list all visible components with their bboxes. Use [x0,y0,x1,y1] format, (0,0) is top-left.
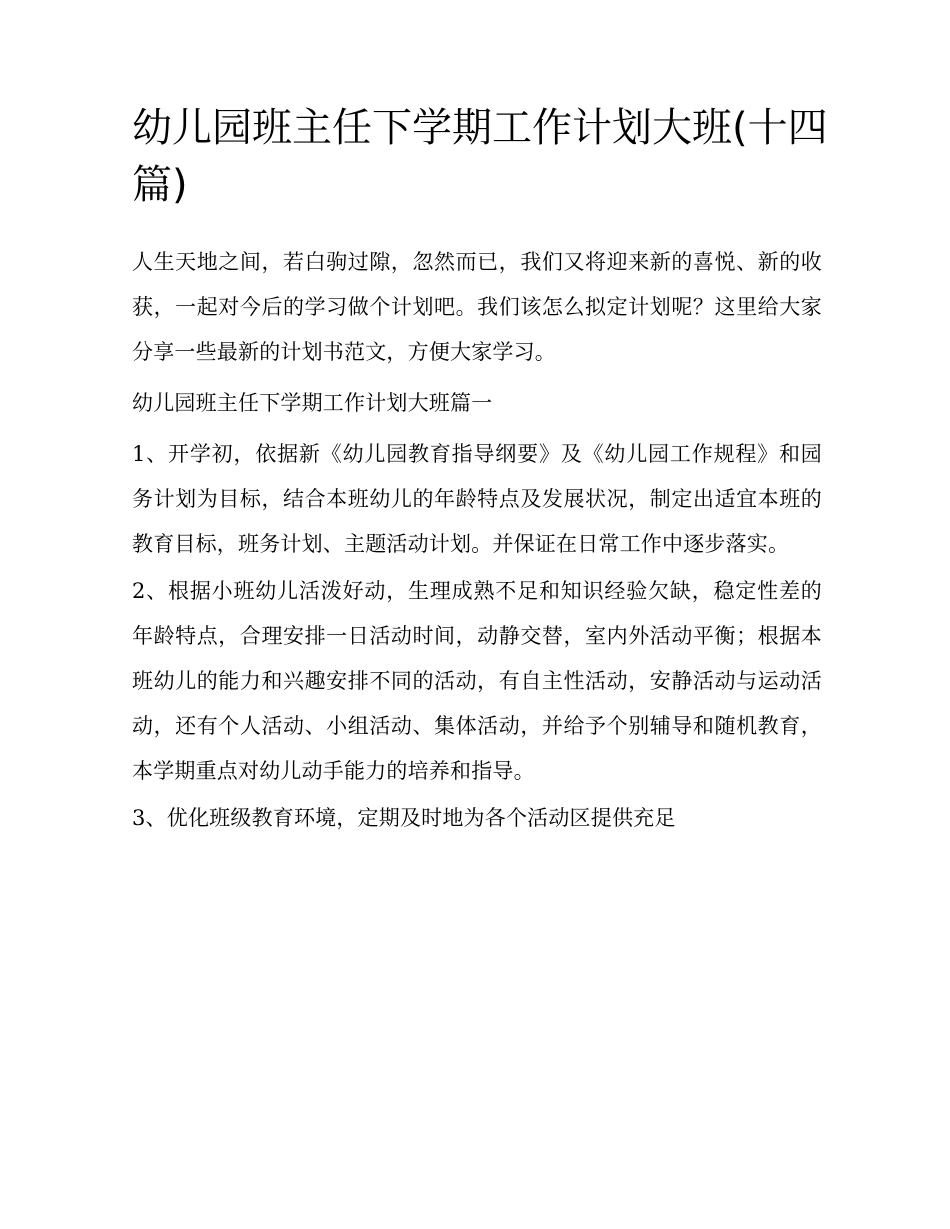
paragraph-item-3: 3、优化班级教育环境，定期及时地为各个活动区提供充足 [132,806,676,830]
paragraph-section-heading: 幼儿园班主任下学期工作计划大班篇一 [132,391,493,415]
paragraph-intro: 人生天地之间，若白驹过隙，忽然而已，我们又将迎来新的喜悦、新的收获，一起对今后的学习做个计划吧。我们该怎么拟定计划呢？这里给大家分享一些最新的计划书范文，方便大家学习。 [132,250,822,364]
document-content [132,100,828,843]
paragraph-item-2: 2、根据小班幼儿活泼好动，生理成熟不足和知识经验欠缺，稳定性差的年龄特点，合理安排一日活动时间，动静交替，室内外活动平衡；根据本班幼儿的能力和兴趣安排不同的活动，有自主性活动，安静活动与运动活动，还有个人活动、小组活动、集体活动，并给予个别辅导和随机教育，本学期重点对幼儿动手能力的培养和指导。 [132,579,822,783]
paragraph-item-1: 1、开学初，依据新《幼儿园教育指导纲要》及《幼儿园工作规程》和园务计划为目标，结合本班幼儿的年龄特点及发展状况，制定出适宜本班的教育目标，班务计划、主题活动计划。并保证在日常工作中逐步落实。 [132,442,822,556]
page-title: 幼儿园班主任下学期工作计划大班(十四篇) [132,105,828,208]
